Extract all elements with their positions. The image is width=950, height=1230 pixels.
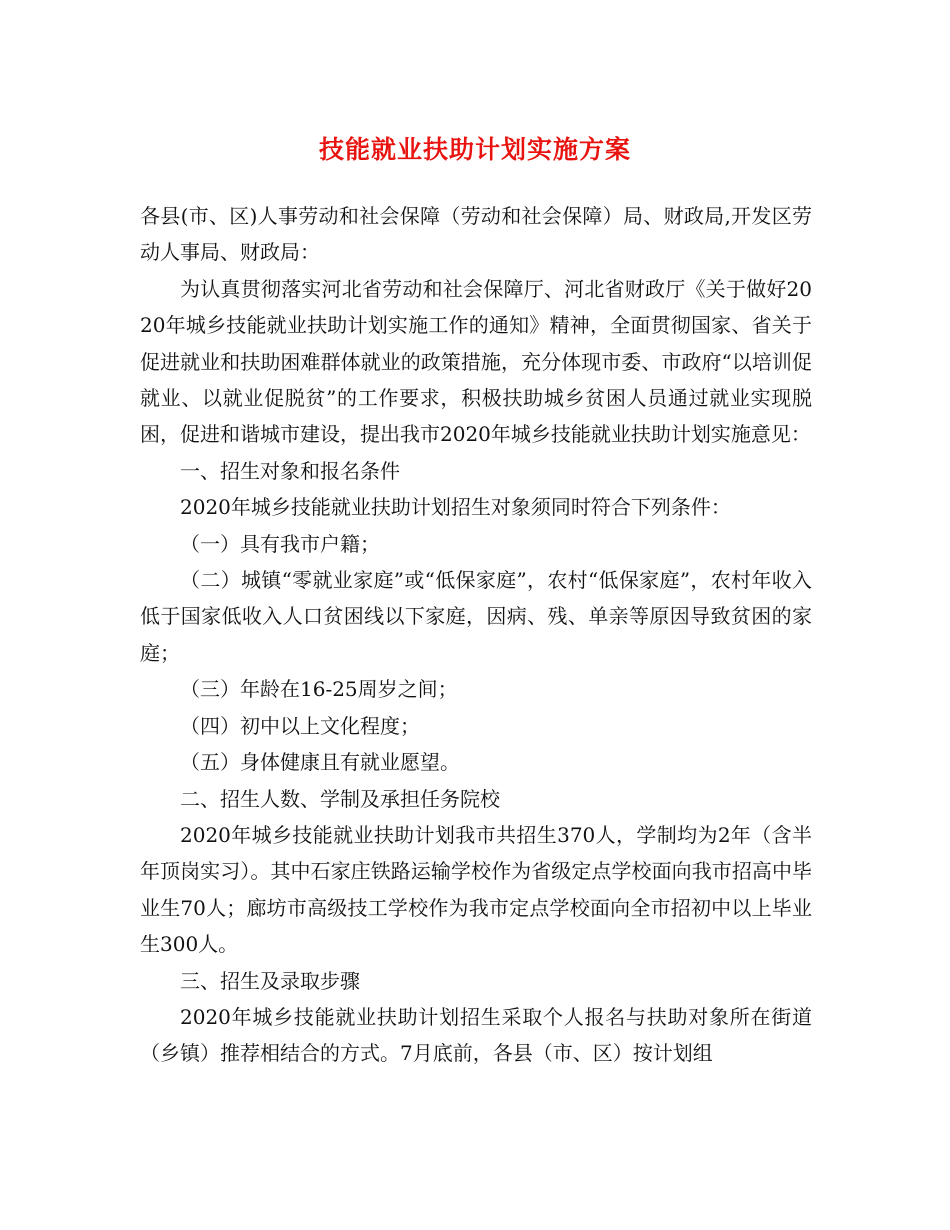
list-item: （二）城镇“零就业家庭”或“低保家庭”，农村“低保家庭”，农村年收入低于国家低收入人口贫困线以下家庭，因病、残、单亲等原因导致贫困的家庭； <box>140 568 812 665</box>
list-item: （五）身体健康且有就业愿望。 <box>180 750 460 775</box>
section-heading-3: 三、招生及录取步骤 <box>180 968 360 993</box>
list-item: （一）具有我市户籍； <box>180 531 380 556</box>
section-heading-1: 一、招生对象和报名条件 <box>180 458 400 483</box>
list-item: （三）年龄在16-25周岁之间； <box>180 677 458 702</box>
document-title: 技能就业扶助计划实施方案 <box>318 135 631 164</box>
paragraph-intro: 为认真贯彻落实河北省劳动和社会保障厅、河北省财政厅《关于做好2020年城乡技能就业扶助计划实施工作的通知》精神，全面贯彻国家、省关于促进就业和扶助困难群体就业的政策措施，充分体现市委、市政府“以培训促就业、以就业促脱贫”的工作要求，积极扶助城乡贫困人员通过就业实现脱困，促进和谐城市建设，提出我市2020年城乡技能就业扶助计划实施意见： <box>140 276 812 447</box>
document-body <box>140 198 812 1072</box>
paragraph-addressee: 各县(市、区)人事劳动和社会保障（劳动和社会保障）局、财政局,开发区劳动人事局、财政局： <box>140 204 812 265</box>
section-heading-2: 二、招生人数、学制及承担任务院校 <box>180 786 500 811</box>
paragraph: 2020年城乡技能就业扶助计划招生对象须同时符合下列条件： <box>180 495 731 520</box>
list-item: （四）初中以上文化程度； <box>180 713 420 738</box>
paragraph: 2020年城乡技能就业扶助计划我市共招生370人，学制均为2年（含半年顶岗实习）。其中石家庄铁路运输学校作为省级定点学校面向我市招高中毕业生70人；廊坊市高级技工学校作为我市定点学校面向全市招初中以上毕业生300人。 <box>140 822 812 957</box>
paragraph: 2020年城乡技能就业扶助计划招生采取个人报名与扶助对象所在街道（乡镇）推荐相结合的方式。7月底前，各县（市、区）按计划组 <box>140 1004 812 1066</box>
